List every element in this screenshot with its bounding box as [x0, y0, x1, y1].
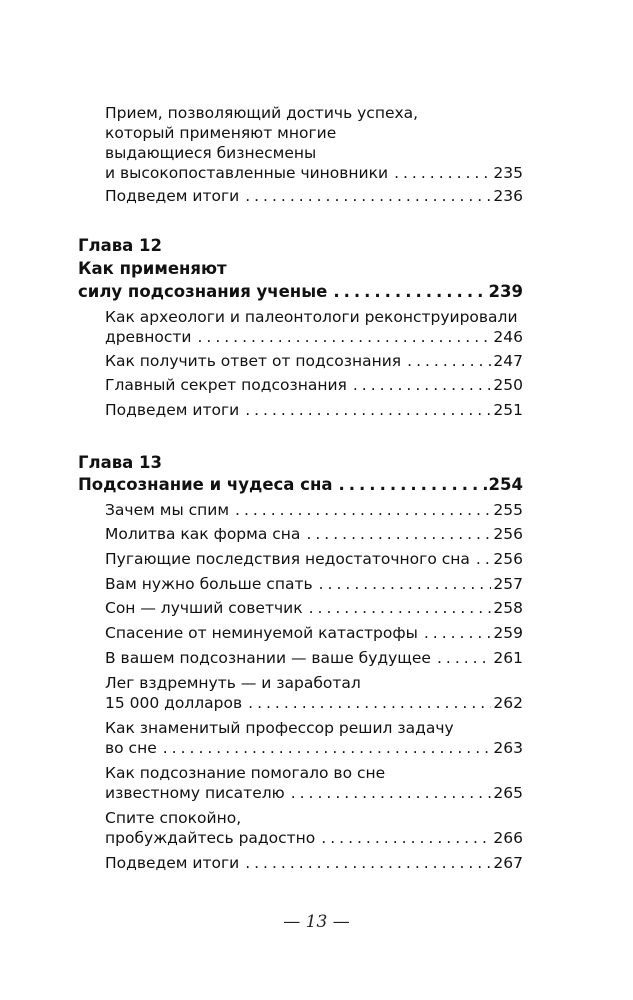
dot-leader	[476, 549, 492, 569]
toc-entry	[105, 763, 523, 803]
dot-leader	[394, 163, 491, 183]
page-number: 250	[493, 376, 523, 394]
toc-entry	[105, 718, 523, 758]
toc-entry-title: Главный секрет подсознания	[105, 376, 347, 394]
page-number: 251	[493, 401, 523, 419]
page-number: 261	[493, 649, 523, 667]
toc-entry-line: Как подсознание помогало во сне	[105, 764, 386, 782]
page-number: 236	[493, 187, 523, 205]
toc-entry-title: В вашем подсознании — ваше будущее	[105, 649, 431, 667]
page-number: 235	[493, 164, 523, 182]
toc-entry-title: древности	[105, 328, 192, 346]
page-number: 257	[493, 575, 523, 593]
toc-entry-title: Пугающие последствия недостаточного сна	[105, 550, 470, 568]
chapter-entry	[78, 282, 523, 302]
dot-leader	[245, 186, 491, 206]
dot-leader	[339, 475, 487, 495]
dot-leader	[309, 598, 492, 618]
dot-leader	[248, 693, 491, 713]
page-number: 266	[493, 829, 523, 847]
dot-leader	[319, 574, 492, 594]
dot-leader	[407, 351, 491, 371]
page-number: 256	[493, 550, 523, 568]
dot-leader	[306, 524, 491, 544]
chapter-title: силу подсознания ученые	[78, 282, 328, 301]
chapter-label: Глава 13	[78, 453, 163, 472]
toc-entry-title: 15 000 долларов	[105, 694, 243, 712]
toc-entry-title: Вам нужно больше спать	[105, 575, 313, 593]
toc-entry-title: и высокопоставленные чиновники	[105, 164, 389, 182]
toc-entry	[105, 598, 523, 618]
dot-leader	[353, 375, 492, 395]
chapter-label: Глава 12	[78, 236, 163, 255]
toc-entry-line: Как археологи и палеонтологи реконструировали	[105, 308, 518, 326]
toc-entry-line: Спите спокойно,	[105, 809, 242, 827]
dot-leader	[437, 648, 491, 668]
toc-entry	[105, 648, 523, 668]
toc-entry-title: Подведем итоги	[105, 854, 240, 872]
chapter-entry	[78, 475, 523, 495]
toc-entry	[105, 623, 523, 643]
toc-entry-title: Зачем мы спим	[105, 501, 230, 519]
toc-entry	[105, 524, 523, 544]
toc-entry-title: Спасение от неминуемой катастрофы	[105, 624, 418, 642]
page-number: 267	[493, 854, 523, 872]
page-number: 246	[493, 328, 523, 346]
toc-entry-line: Прием, позволяющий достичь успеха,	[105, 104, 419, 122]
toc-entry-line: Как знаменитый профессор решил задачу	[105, 719, 454, 737]
page-number: 259	[493, 624, 523, 642]
toc-entry	[105, 549, 523, 569]
page-number: 258	[493, 599, 523, 617]
toc-entry-title: известному писателю	[105, 784, 285, 802]
page-number: 254	[488, 475, 523, 494]
toc-entry-title: Сон — лучший советчик	[105, 599, 303, 617]
toc-entry	[105, 673, 523, 713]
dot-leader	[197, 327, 491, 347]
toc-entry	[105, 307, 523, 347]
dot-leader	[291, 783, 492, 803]
dot-leader	[333, 282, 486, 302]
toc-entry-line: который применяют многие	[105, 124, 337, 142]
toc-entry-title: пробуждайтесь радостно	[105, 829, 316, 847]
toc-entry-title: во сне	[105, 739, 157, 757]
toc-entry	[105, 103, 523, 183]
page-number: 256	[493, 525, 523, 543]
toc-entry	[105, 400, 523, 420]
page-number: 255	[493, 501, 523, 519]
toc-entry-title: Подведем итоги	[105, 401, 240, 419]
dot-leader	[163, 738, 492, 758]
toc-entry-line: выдающиеся бизнесмены	[105, 144, 317, 162]
page-number: 262	[493, 694, 523, 712]
dot-leader	[424, 623, 492, 643]
page-number: 265	[493, 784, 523, 802]
toc-entry	[105, 186, 523, 206]
toc-entry-title: Как получить ответ от подсознания	[105, 352, 402, 370]
toc-entry	[105, 808, 523, 848]
dot-leader	[321, 828, 491, 848]
chapter-title: Подсознание и чудеса сна	[78, 475, 333, 494]
toc-entry	[105, 853, 523, 873]
toc-entry	[105, 574, 523, 594]
toc-entry-line: Лег вздремнуть — и заработал	[105, 674, 361, 692]
dot-leader	[245, 853, 491, 873]
page-folio: — 13 —	[283, 912, 350, 932]
page-number: 263	[493, 739, 523, 757]
toc-entry	[105, 351, 523, 371]
toc-entry	[105, 375, 523, 395]
dot-leader	[245, 400, 491, 420]
page-number: 247	[493, 352, 523, 370]
toc-entry	[105, 500, 523, 520]
dot-leader	[235, 500, 491, 520]
chapter-title-line: Как применяют	[78, 259, 227, 278]
toc-entry-title: Молитва как форма сна	[105, 525, 301, 543]
toc-entry-title: Подведем итоги	[105, 187, 240, 205]
page-number: 239	[488, 282, 523, 301]
